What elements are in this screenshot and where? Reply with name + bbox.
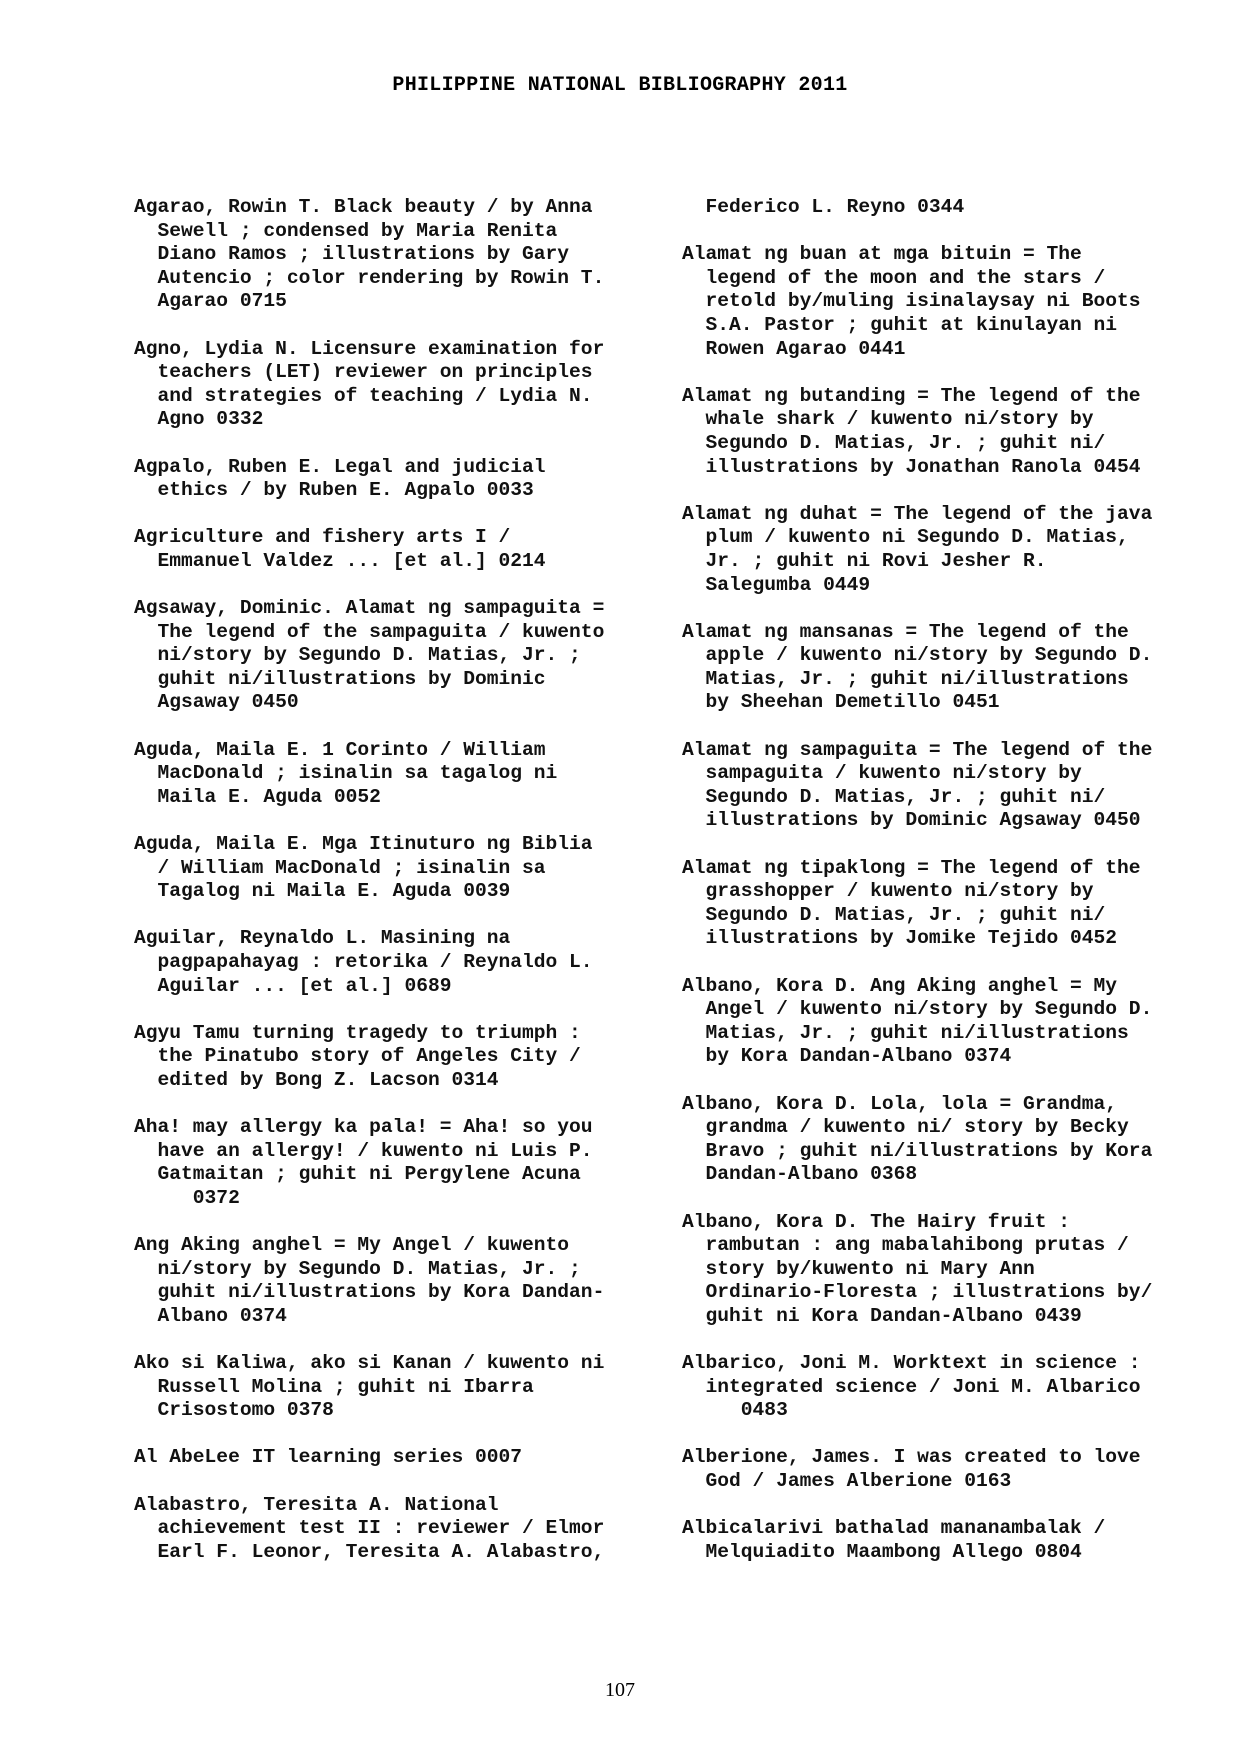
bibliography-entry: Agpalo, Ruben E. Legal and judicial ethics / by Ruben E. Agpalo 0033 [134,455,546,502]
bibliography-entry: Alamat ng mansanas = The legend of the apple / kuwento ni/story by Segundo D. Matias, Jr. ; guhit ni/illustrations by Sheehan Demetillo 0451 [682,620,1153,714]
page-header: PHILIPPINE NATIONAL BIBLIOGRAPHY 2011 [392,74,848,97]
bibliography-entry: Aha! may allergy ka pala! = Aha! so you have an allergy! / kuwento ni Luis P. Gatmaitan ; guhit ni Pergylene Acuna 0372 [134,1116,593,1209]
bibliography-entry: Albicalarivi bathalad mananambalak / Melquiadito Maambong Allego 0804 [682,1517,1106,1563]
bibliography-entry: Aguda, Maila E. 1 Corinto / William MacDonald ; isinalin sa tagalog ni Maila E. Aguda 0052 [134,738,558,808]
bibliography-entry: Alamat ng butanding = The legend of the whale shark / kuwento ni/story by Segundo D. Matias, Jr. ; guhit ni/ illustrations by Jonathan Ranola 0454 [682,384,1141,478]
bibliography-entry-continuation: Federico L. Reyno 0344 [682,196,965,218]
bibliography-entry: Alamat ng sampaguita = The legend of the sampaguita / kuwento ni/story by Segundo D. Matias, Jr. ; guhit ni/ illustrations by Dominic Agsaway 0450 [682,738,1153,832]
page-number: 107 [605,1679,635,1701]
bibliography-entry: Alberione, James. I was created to love God / James Alberione 0163 [682,1446,1141,1493]
bibliography-entry: Albarico, Joni M. Worktext in science : integrated science / Joni M. Albarico 0483 [682,1352,1141,1422]
bibliography-entry: Agsaway, Dominic. Alamat ng sampaguita = The legend of the sampaguita / kuwento ni/story by Segundo D. Matias, Jr. ; guhit ni/illustrations by Dominic Agsaway 0450 [134,597,605,714]
bibliography-entry: Agno, Lydia N. Licensure examination for teachers (LET) reviewer on principles and strategies of teaching / Lydia N. Agno 0332 [134,337,605,431]
bibliography-entry: Alabastro, Teresita A. National achievement test II : reviewer / Elmor Earl F. Leonor, Teresita A. Alabastro, [134,1493,605,1563]
bibliography-entry: Ako si Kaliwa, ako si Kanan / kuwento ni Russell Molina ; guhit ni Ibarra Crisostomo 0378 [134,1352,605,1422]
bibliography-entry: Alamat ng buan at mga bituin = The legend of the moon and the stars / retold by/muling isinalaysay ni Boots S.A. Pastor ; guhit at kinulayan ni Rowen Agarao 0441 [682,243,1141,360]
right-column [682,196,1212,1588]
bibliography-entry: Aguilar, Reynaldo L. Masining na pagpapahayag : retorika / Reynaldo L. Aguilar ... [et al.] 0689 [134,927,593,997]
bibliography-entry: Albano, Kora D. The Hairy fruit : rambutan : ang mabalahibong prutas / story by/kuwento ni Mary Ann Ordinario-Floresta ; illustrations by/ guhit ni Kora Dandan-Albano 0439 [682,1210,1153,1327]
bibliography-entry: Albano, Kora D. Lola, lola = Grandma, grandma / kuwento ni/ story by Becky Bravo ; guhit ni/illustrations by Kora Dandan-Albano 0368 [682,1092,1153,1186]
left-column [134,196,644,1588]
bibliography-entry: Agarao, Rowin T. Black beauty / by Anna Sewell ; condensed by Maria Renita Diano Ramos ; illustrations by Gary Autencio ; color rendering by Rowin T. Agarao 0715 [134,196,605,313]
bibliography-entry: Albano, Kora D. Ang Aking anghel = My Angel / kuwento ni/story by Segundo D. Matias, Jr. ; guhit ni/illustrations by Kora Dandan-Albano 0374 [682,974,1153,1068]
bibliography-entry: Alamat ng duhat = The legend of the java plum / kuwento ni Segundo D. Matias, Jr. ; guhit ni Rovi Jesher R. Salegumba 0449 [682,502,1153,596]
bibliography-entry: Al AbeLee IT learning series 0007 [134,1446,523,1469]
bibliography-entry: Aguda, Maila E. Mga Itinuturo ng Biblia / William MacDonald ; isinalin sa Tagalog ni Maila E. Aguda 0039 [134,833,593,903]
bibliography-entry: Agyu Tamu turning tragedy to triumph : the Pinatubo story of Angeles City / edited by Bong Z. Lacson 0314 [134,1021,581,1091]
bibliography-entry: Agriculture and fishery arts I / Emmanuel Valdez ... [et al.] 0214 [134,526,546,572]
bibliography-entry: Alamat ng tipaklong = The legend of the grasshopper / kuwento ni/story by Segundo D. Matias, Jr. ; guhit ni/ illustrations by Jomike Tejido 0452 [682,856,1141,950]
bibliography-entry: Ang Aking anghel = My Angel / kuwento ni/story by Segundo D. Matias, Jr. ; guhit ni/illustrations by Kora Dandan- Albano 0374 [134,1234,605,1327]
